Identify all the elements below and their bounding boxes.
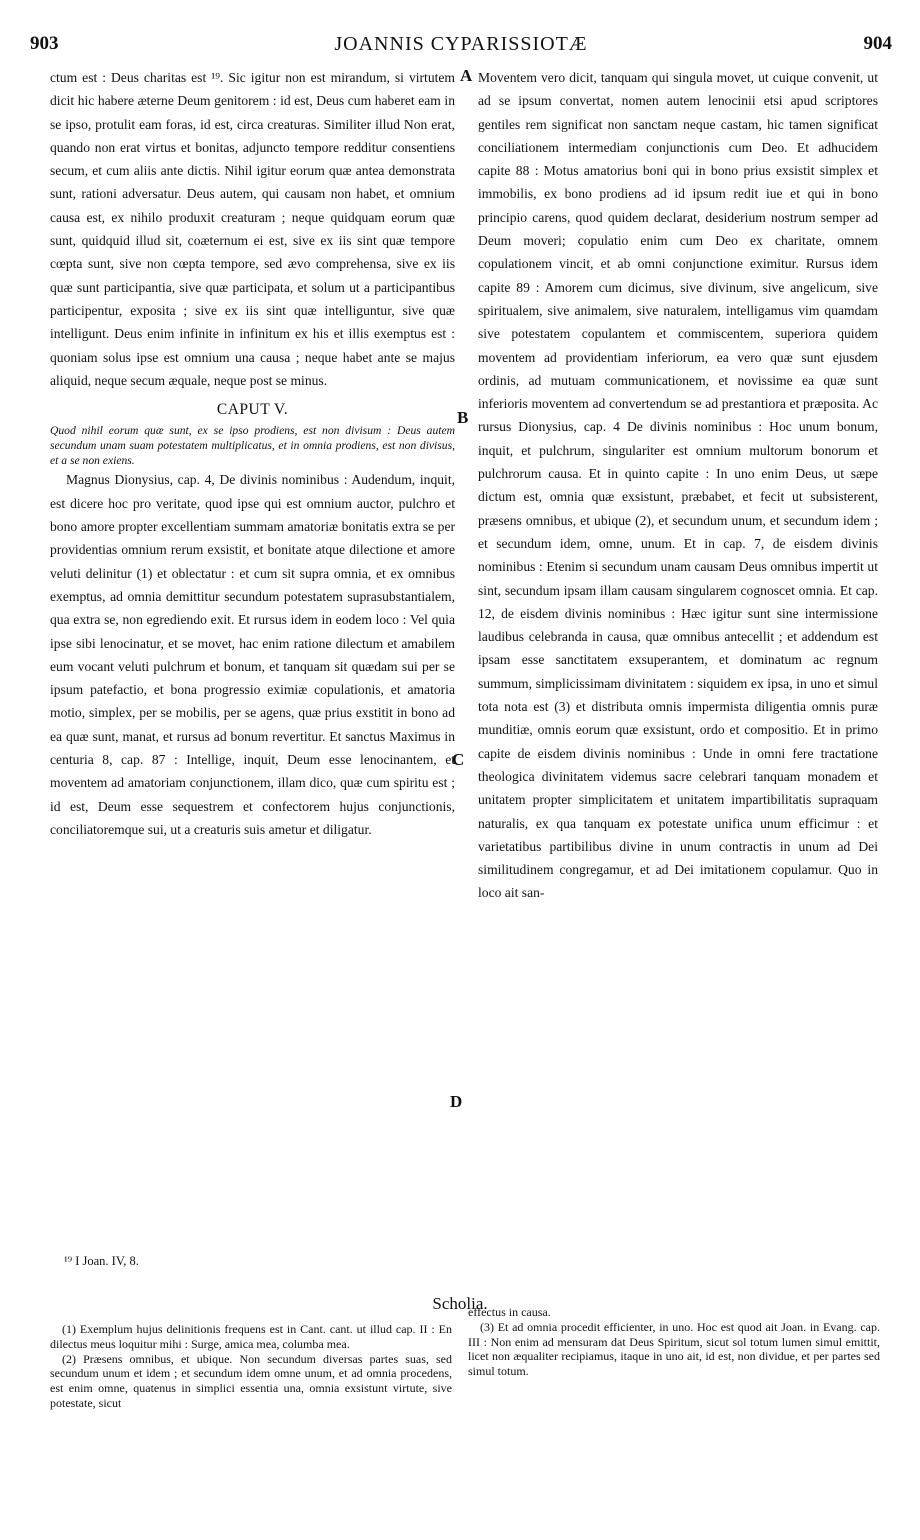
page-number-left: 903 (30, 33, 59, 54)
running-header (30, 33, 892, 59)
left-column (50, 66, 455, 841)
page-number-right: 904 (863, 33, 892, 54)
scholion-2-continued: effectus in causa. (468, 1305, 551, 1319)
scholia-left-column (50, 1322, 452, 1411)
margin-marker-a: A (460, 66, 473, 85)
scholion-1: (1) Exemplum hujus delinitionis frequens est in Cant. cant. ut illud cap. II : En dilectus meus loquitur mihi : Surge, amica mea, columba mea. (50, 1322, 452, 1351)
scholion-3: (3) Et ad omnia procedit efficienter, in uno. Hoc est quod ait Joan. in Evang. cap. III : Non enim ad mensuram dat Deus Spiritum, sicut sol totum lumen simul emittit, licet non æqualiter recipiamus, itaque in uno ait, id est, non dividue, et per partes sed simul totum. (468, 1319, 880, 1379)
footnote: ¹⁹ I Joan. IV, 8. (64, 1254, 139, 1268)
scholia-heading: Scholia. (432, 1294, 488, 1313)
chapter-argument: Quod nihil eorum quæ sunt, ex se ipso prodiens, est non divisum : Deus autem secundum unam suam potestatem multiplicatus, et in omnia prodiens, est non divisus, et a se non exiens. (50, 424, 455, 468)
right-paragraph-1: Moventem vero dicit, tanquam qui singula movet, ut cuique convenit, ut ad se ipsum convertat, nomen autem lenocinii etsi apud scriptores gentiles rem significat non sanctam neque castam, hic tamen significat conciliationem intermediam conjunctionis cum Deo. Et adhucidem capite 88 : Motus amatorius boni qui in bono prius exsistit simplex et immobilis, ex bono prodiens ad id ipsum redit iue et qui in bono principio carens, quod quidem declarat, desiderium nostrum semper ad Deum moveri; copulatio enim cum Deo ex charitate, omnem copulationem vincit, et ab omni conjunctione eximitur. Rursus idem capite 89 : Amorem cum dicimus, sive divinum, sive angelicum, sive spiritualem, sive animalem, sive naturalem, intelligamus vim quamdam sive potestatem copulantem et commiscentem, superiora quidem moventem ad providentiam inferiorum, ea vero quæ sunt ejusdem ordinis, ad mutuam communicationem, et novissime ea quæ sunt inferioris moventem ad convertendum se ad prestantiora et præposita. Ac rursus Dionysius, cap. 4 De divinis nominibus : Hoc unum bonum, inquit, et pulchrum, singulariter est omnium multorum bonorum et pulchrorum causa. Et in quinto capite : In uno enim Deus, ut sæpe dictum est, omnia quæ exsistunt, præbabet, et fecit ut subsisterent, præsens omnibus, et ubique (2), et secundum unum, et secundum idem ; et secundum idem, omne, unum. Et in cap. 7, de eisdem divinis nominibus : Etenim si secundum unam causam Deus omnibus impertit ut sint, secundum ipsam illam causam singularem cognoscet omnia. Et cap. 12, de eisdem divinis nominibus : Hæc igitur sunt sine intermissione laudibus celebranda in causa, quæ omnibus antecellit ; et addendum est ipsam esse sanctitatem exsuperantem, et dominatum ac regnum summum, simplicissimam divinitatem : siquidem ex ipsa, in uno et simul tota nota est (3) et distributa omnis impermista diligentia omnis puræ munditiæ, omnis eorum quæ exsistunt, ordo et compositio. Et in primo capite de eisdem divinis nominibus : Unde in omni fere tractatione theologica divinitatem videmus sacre celebrari tanquam monadem et unitatem propter simplicitatem et unitatem impartibilitatis supraquam naturalis, ex qua tanquam ex potestate unifica unum efficimur : et varietatibus partibilibus divine in unum contractis in unum ad Dei similitudinem congregamur, et ad Dei imitationem copulamur. Quo in loco ait san- (478, 70, 878, 901)
scholion-2: (2) Præsens omnibus, et ubique. Non secundum diversas partes suas, sed secundum unum et idem ; et secundum idem omne unum, et ad omnia procedens, est enim omne, quatenus in simplici essentia una, omnia exsistunt virtute, sive potestate, sicut (50, 1351, 452, 1410)
right-column (478, 66, 878, 905)
margin-marker-c: C (452, 750, 465, 769)
margin-marker-d: D (450, 1092, 463, 1111)
running-title: JOANNIS CYPARISSIOTÆ (334, 33, 588, 55)
chapter-heading: CAPUT V. (216, 401, 289, 419)
left-paragraph-1: ctum est : Deus charitas est ¹⁹. Sic igitur non est mirandum, si virtutem dicit hic habere æterne Deum genitorem : id est, Deus cum haberet eam in se ipso, protulit eam foras, id est, circa creaturas. Similiter illud Non erat, quando non erat virtus et bonitas, adjuncto tempore redditur consentiens secum, et cum aliis ante dictis. Nihil igitur eorum quæ antea demonstrata sunt, rationi adversatur. Deus autem, qui causam non habet, et omnium causa est, ex nihilo produxit creaturam ; neque quidquam eorum quæ sunt, quidquid illud sit, coæternum ei est, sive ex iis sint quæ tempore cœpta sunt, sive non cœpta tempore, sed ævo comprehensa, sive ex iis quæ sunt participantia, sive quæ participata, et solum ut a participantibus participentur, exposita ; sive ex iis sint quæ intelliguntur, sive quæ intelligunt. Deus enim infinite in infinitum ex his et illis exemptus est : quoniam solus ipse est omnium una causa ; neque habet ante se majus aliquid, neque secum æquale, neque post se minus. (50, 70, 455, 388)
left-paragraph-2: Magnus Dionysius, cap. 4, De divinis nominibus : Audendum, inquit, est dicere hoc pro veritate, quod ipse qui est omnium auctor, pulchro et bono amore propter excellentiam summam amatoriæ bonitatis extra se per providentias omnium rerum exsistit, et bonitate atque dilectione et amore veluti delinitur (1) et oblectatur : et cum sit supra omnia, et ex omnibus exemptus, ad omnia demittitur secundum potestatem suprasubstantialem, qua extra se, non egrediendo exit. Et rursus idem in eodem loco : Vel quia ipse sibi lenocinatur, et se movet, hac enim ratione dilectum et amabilem eum vocant veluti pulchrum et bonum, et tanquam sit quædam sui per se ipsum patefactio, et bona progressio eximiæ copulationis, et amatoria motio, simplex, per se mobilis, per se agens, quæ prius exstitit in bono ad ea quæ sunt, manat, et rursus ad bonum revertitur. Et sanctus Maximus in centuria 8, cap. 87 : Intellige, inquit, Deum esse lenocinantem, et moventem ad amatoriam conjunctionem, illam dico, quæ cum spiritu est ; id est, Deum esse sequestrem et confectorem hujus conjunctionis, conciliatoremque sui, ut a creaturis suis ametur et diligatur. (50, 472, 455, 837)
scholia-right-column (468, 1305, 880, 1379)
margin-marker-b: B (457, 408, 469, 427)
